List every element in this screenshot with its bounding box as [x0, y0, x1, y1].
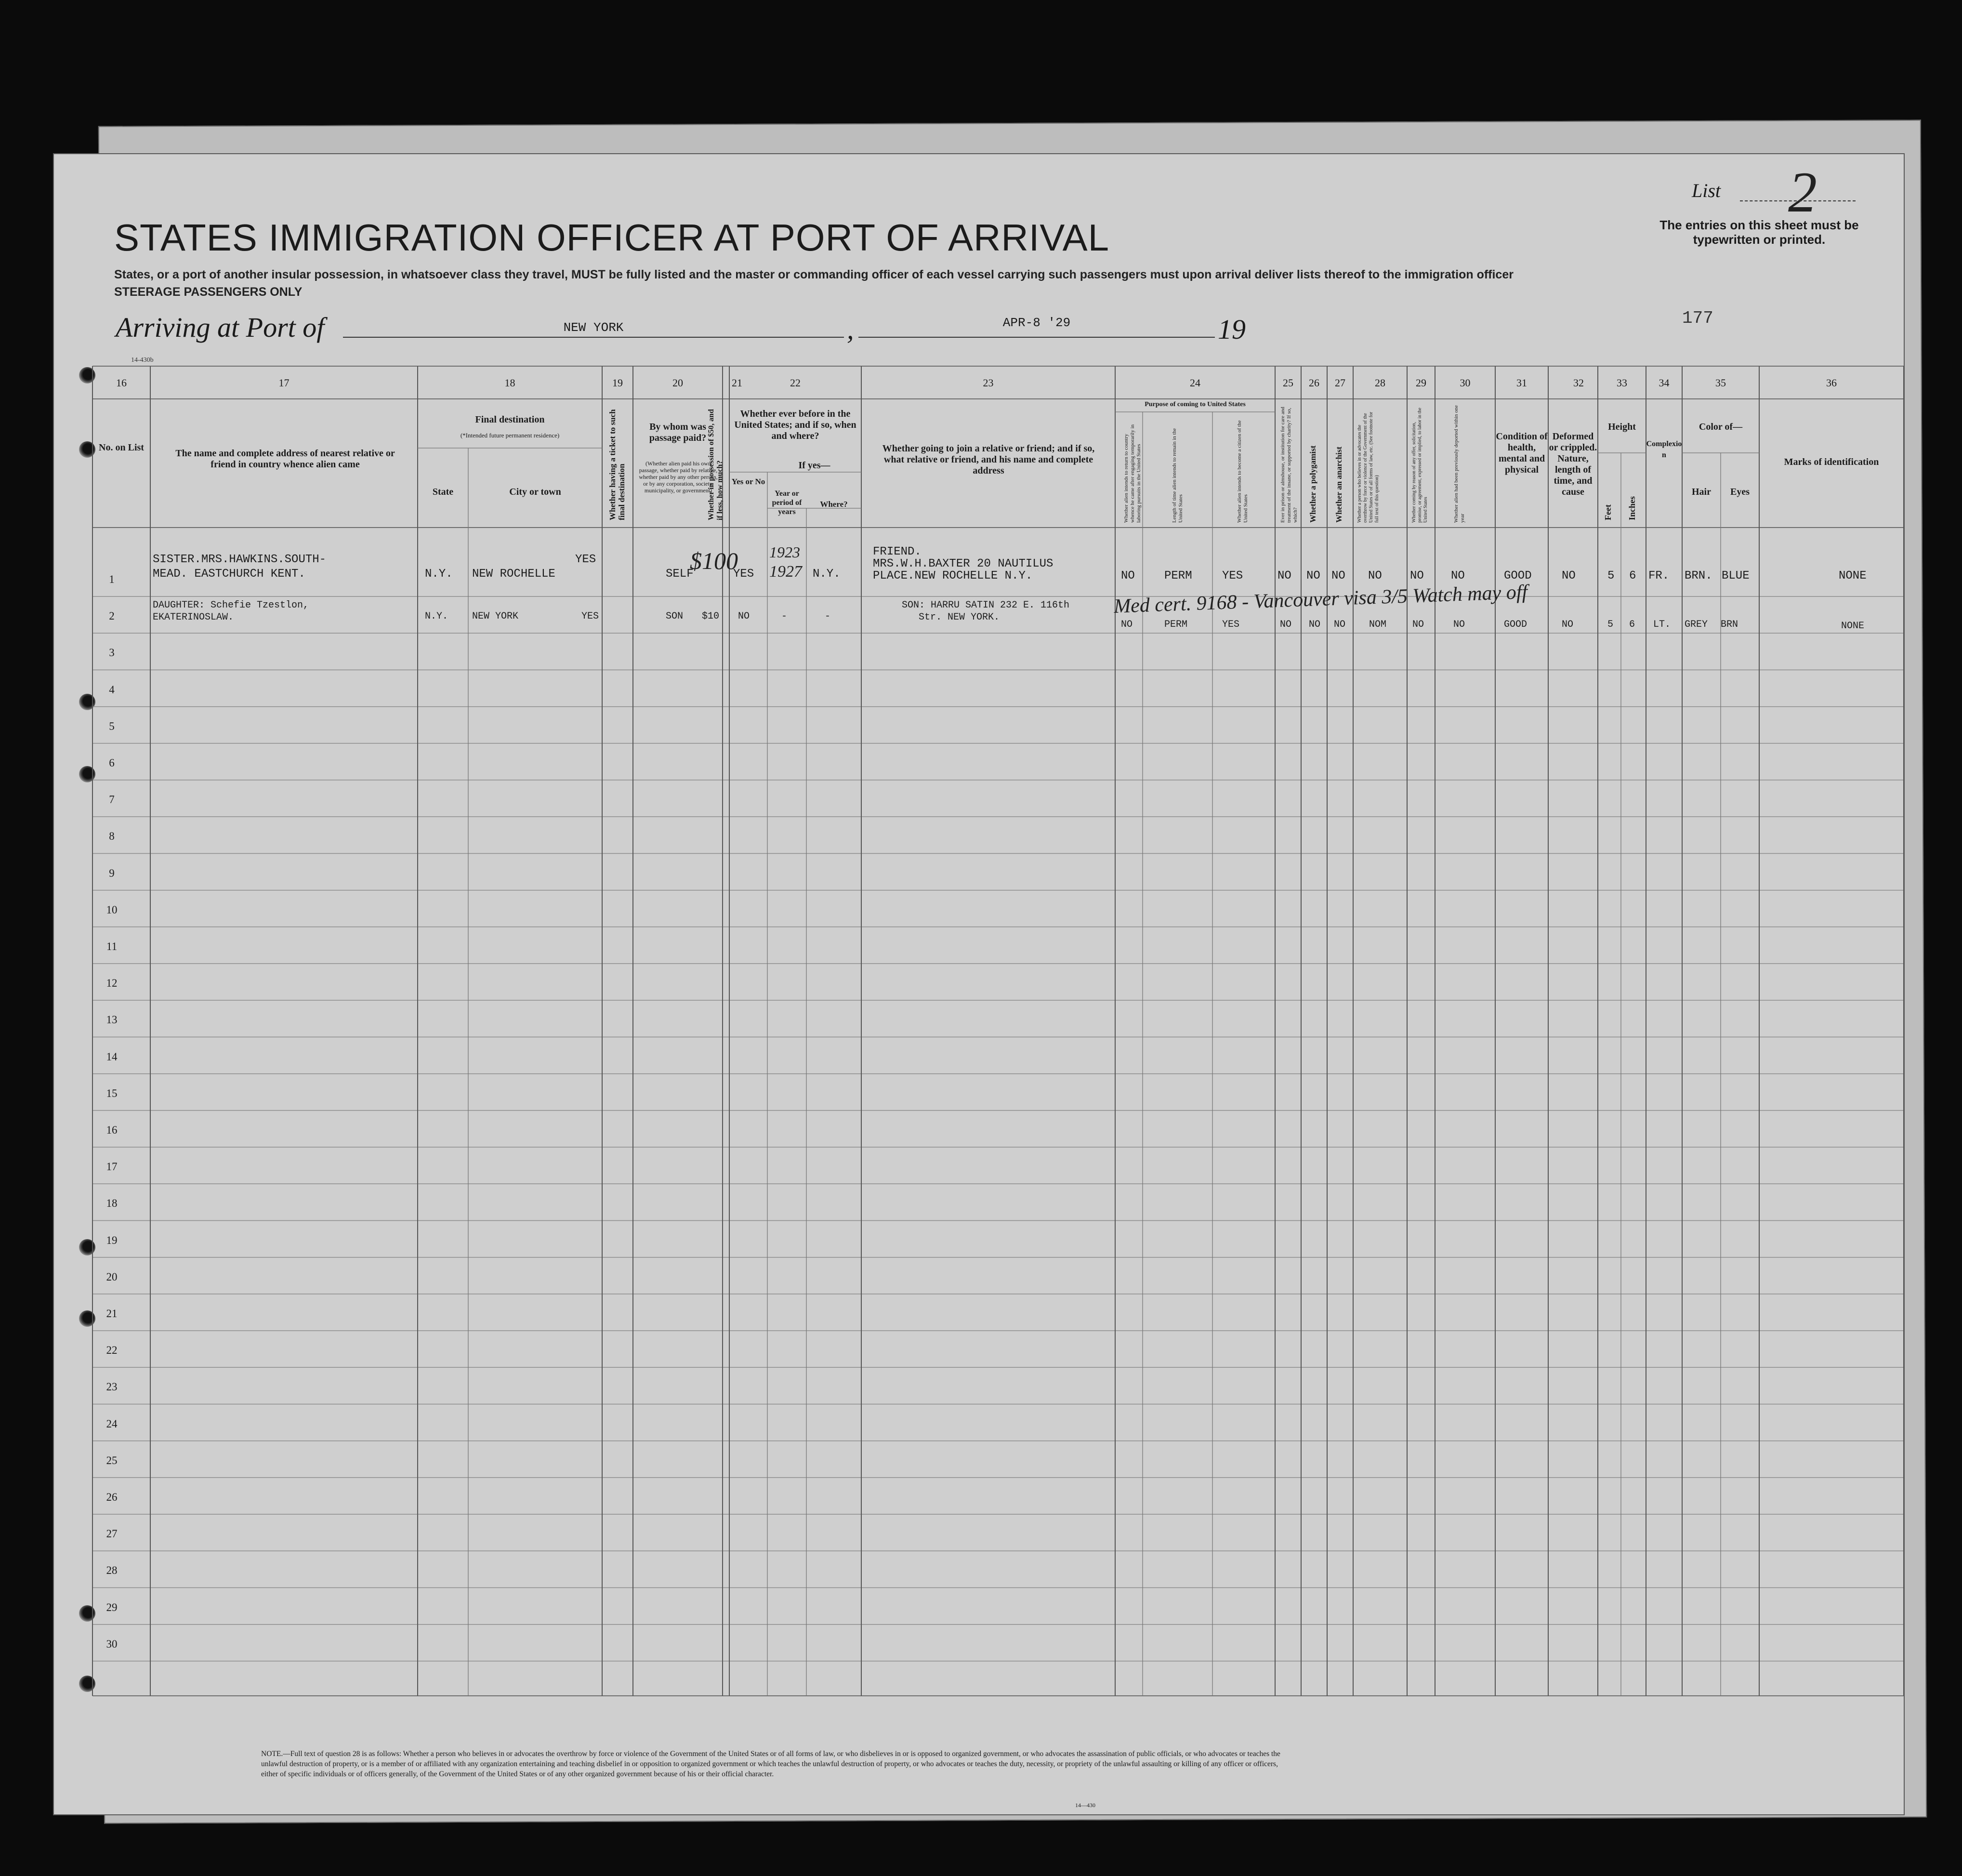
row-number: 3	[109, 647, 115, 659]
header-color: Color of—	[1699, 422, 1743, 432]
header-q28: Whether a person who believes in or advocates the overthrow by force or violence of the Government of the United States or of all forms of law, etc. (See footnote for full text of this question)	[1357, 411, 1380, 523]
form-code-top: 14-430b	[131, 357, 154, 364]
header-prison: Ever in prison or almshouse, or institution for care and treatment of the insane, or supported by charity? If so, which?	[1280, 407, 1298, 523]
port-field: NEW YORK	[343, 320, 844, 338]
q28-answer: NO	[1368, 569, 1382, 582]
column-number: 22	[790, 377, 801, 389]
handwritten-annotation: Med cert. 9168 - Vancouver visa 3/5 Watch may off	[1113, 581, 1528, 618]
header-money: Whether in possession of $50, and if less, how much?	[707, 409, 724, 520]
column-number: 31	[1516, 377, 1527, 389]
form-instructions: States, or a port of another insular possession, in whatsoever class they travel, MUST be fully listed and the master or commanding officer of each vessel carrying such passengers must upon arrival deliver lists thereof to the immigration officer	[114, 268, 1514, 281]
column-number: 33	[1617, 377, 1627, 389]
row-number: 1	[109, 573, 115, 585]
form-code-bottom: 14—430	[1075, 1802, 1095, 1809]
prison-answer: NO	[1277, 569, 1291, 582]
hair-color: GREY	[1685, 619, 1708, 630]
row-number: 23	[106, 1381, 118, 1393]
before-year: -	[781, 611, 788, 622]
header-feet: Feet	[1603, 504, 1613, 520]
paid-by: SON	[666, 611, 684, 622]
height-inches: 6	[1629, 569, 1636, 582]
header-final-destination: Final destination	[475, 414, 545, 425]
relative-address: DAUGHTER: Schefie Tzestlon,	[153, 600, 309, 611]
length-of-stay: PERM	[1164, 619, 1188, 630]
before-in-us: NO	[738, 611, 750, 622]
header-marks: Marks of identification	[1784, 457, 1879, 467]
arrival-date: APR-8 '29	[858, 316, 1215, 338]
eye-color: BLUE	[1722, 569, 1750, 582]
header-eyes: Eyes	[1730, 487, 1750, 497]
row-number: 7	[109, 793, 115, 806]
row-number: 15	[106, 1087, 118, 1099]
return-intent: NO	[1121, 569, 1135, 582]
column-number: 26	[1309, 377, 1319, 389]
complexion: FR.	[1648, 569, 1670, 582]
q28-answer: NOM	[1369, 619, 1387, 630]
column-number: 34	[1659, 377, 1670, 389]
before-in-us: YES	[733, 568, 754, 581]
height-feet: 5	[1607, 619, 1614, 630]
row-number: 30	[106, 1638, 118, 1650]
header-citizen: Whether alien intends to become a citizen of the United States	[1237, 420, 1249, 523]
header-anarchist: Whether an anarchist	[1334, 446, 1343, 523]
header-relative: The name and complete address of nearest relative or friend in country whence alien came	[175, 448, 395, 470]
ticket-value: YES	[575, 553, 596, 566]
arriving-label: Arriving at Port of	[116, 312, 325, 343]
prison-answer: NO	[1280, 619, 1292, 630]
binding-hole	[79, 694, 95, 710]
row-number: 16	[106, 1124, 118, 1136]
column-number: 20	[672, 377, 683, 389]
row-number: 13	[106, 1014, 118, 1026]
column-number: 28	[1375, 377, 1385, 389]
row-number: 28	[106, 1564, 118, 1577]
header-paid-by: By whom was passage paid?	[649, 422, 707, 443]
column-number: 21	[732, 377, 742, 389]
identification-marks: NONE	[1839, 569, 1867, 582]
join-relative: FRIEND.	[873, 545, 922, 558]
destination-city: NEW YORK	[472, 611, 519, 622]
citizen-intent: YES	[1222, 619, 1240, 630]
row-number: 6	[109, 757, 115, 769]
ticket-value: YES	[581, 611, 599, 622]
manifest-sheet: STATES IMMIGRATION OFFICER AT PORT OF ARRIVAL States, or a port of another insular possession, in whatsoever class they travel, MUST be fully listed and the master or commanding officer of each vessel carrying such passengers must upon arrival deliver lists thereof to the immigration officer STEERAGE PASSENGERS ONLY Arriving at Port of NEW YORK , APR-8 '29 19 List 2 The entries on this sheet must be typewritten or printed. 177 14-430b 16 17 18 19 20 21 22 23 24 25 26 27 28 29 30 31 32 33 34 35 36 No. on List The name and complete address of nearest relative or friend in country whence alien came Final destination (*Intended future permanent residence) State City or town Whether having a ticket to such final destination By whom was passage paid? (Whether alien paid his own passage, whether paid by relative, whether paid by any other person, or by any corporation, society, municipality, or government) Whether in possession of $50, and if less, how much? Whether ever before in the United States; and if so, when and where? Yes or No If yes— Year or period of years Where? Whether going to join a relative or friend; and if so, what relative or friend, and his name and complete address Purpose of coming to United States Whether alien intends to return to country whence he came after engaging temporarily in laboring pursuits in the United States Length of time alien intends to remain in the United States Whether alien intends to become a citizen of the United States Ever in prison or almshouse, or institution for care and treatment of the insane, or supported by charity? If so, which? Whether a polygamist Whether an anarchist Whether a person who believes in or advocates the overthrow by force or violence of the Government of the United States or of all forms of law, etc. (See footnote for full text of this question) Whether coming by reason of any offer, solicitation, promise, or agreement, expressed or implied, to labor in the United States Whether alien had been previously deported within one year Condition of health, mental and physical Deformed or crippled. Nature, length of time, and cause Height Feet Inches Complexion Color of— Hair Eyes Marks of identification 1 2 3 4 5 6 7 8 9 10 11 12 13 14 15 16 17 18 19 20 21 22 23 24 25 26 27 28 29 30 SISTER.MRS.HAWKINS.SOUTH- MEAD. EASTCHURCH KENT. N.Y. NEW ROCHELLE YES SELF $100 YES 1923 1927 N.Y. FRIEND. MRS.W.H.BAXTER 20 NAUTILUS PLACE.NEW ROCHELLE N.Y. NO PERM YES NO NO NO NO NO NO GOOD NO 5 6 FR. BRN. BLUE NONE DAUGHTER: Schefie Tzestlon, EKATERINOSLAW. N.Y. NEW YORK YES SON $10 NO - - SON: HARRU SATIN 232 E. 116th Str. NEW YORK. NO PERM YES NO NO NO NOM NO NO GOOD NO 5 6 LT. GREY BRN NONE Med cert. 9168 - Vancouver visa 3/5 Watch may off NOTE.—Full text of question 28 is as follows: Whether a person who believes in or advocates the overthrow by force or violence of the Government of the United States or of all forms of law, or who disbelieves in or is opposed to organized government, or who advocates the assassination of public officials, or who advocates or teaches the unlawful destruction of property, or is a member of or affiliated with any organization entertaining and teaching disbelief in or opposition to organized government or which teaches the unlawful destruction of property, or who advocates or teaches the duty, necessity, or propriety of the unlawful assaulting or killing of any officer or officers, either of specific individuals or of officers generally, of the Government of the United States or of any other organized government because of his or their official character. 14—430	[53, 153, 1905, 1815]
binding-hole	[79, 1676, 95, 1692]
row-number: 20	[106, 1270, 118, 1283]
q29-answer: NO	[1410, 569, 1424, 582]
row-number: 25	[106, 1454, 118, 1466]
join-relative: PLACE.NEW ROCHELLE N.Y.	[873, 569, 1033, 582]
row-number: 5	[109, 720, 115, 732]
money-amount: $100	[690, 547, 738, 574]
relative-address: SISTER.MRS.HAWKINS.SOUTH-	[153, 553, 327, 566]
table-grid	[54, 154, 1904, 1814]
row-number: 11	[106, 940, 118, 952]
header-before-in-us: Whether ever before in the United States; and if so, when and where?	[734, 409, 856, 441]
header-inches: Inches	[1627, 496, 1637, 520]
row-number: 24	[106, 1417, 118, 1430]
header-health: Condition of health, mental and physical	[1496, 431, 1548, 475]
list-number: 2	[1788, 160, 1817, 224]
header-purpose: Purpose of coming to United States	[1145, 401, 1246, 408]
header-final-destination-note: (*Intended future permanent residence)	[460, 432, 560, 439]
row-number: 9	[109, 867, 115, 879]
identification-marks: NONE	[1841, 621, 1865, 632]
header-paid-by-note: (Whether alien paid his own passage, whether paid by relative, whether paid by any other person, or by any corporation, society, municipality, or government)	[639, 460, 718, 494]
relative-address: MEAD. EASTCHURCH KENT.	[153, 568, 305, 581]
paid-by: SELF	[666, 568, 694, 581]
year-annotation: 1923	[769, 543, 800, 561]
header-polygamist: Whether a polygamist	[1308, 445, 1317, 523]
header-hair: Hair	[1692, 487, 1711, 497]
year-prefix: 19	[1218, 314, 1246, 345]
column-number: 36	[1826, 377, 1837, 389]
column-number: 32	[1573, 377, 1584, 389]
row-number: 18	[106, 1197, 118, 1210]
header-deformed: Deformed or crippled. Nature, length of time, and cause	[1549, 431, 1597, 497]
column-number: 16	[116, 377, 127, 389]
before-where: -	[825, 611, 831, 622]
serial-number: 177	[1682, 308, 1713, 328]
destination-state: N.Y.	[425, 568, 453, 581]
deformed-answer: NO	[1562, 569, 1576, 582]
polygamist-answer: NO	[1306, 569, 1320, 582]
header-no-on-list: No. on List	[99, 442, 144, 453]
header-length: Length of time alien intends to remain in the United States	[1172, 428, 1184, 523]
health-condition: GOOD	[1504, 569, 1532, 582]
row-number: 8	[109, 830, 115, 843]
row-number: 17	[106, 1161, 118, 1173]
join-relative: Str. NEW YORK.	[919, 612, 1000, 623]
anarchist-answer: NO	[1334, 619, 1346, 630]
column-number: 35	[1715, 377, 1726, 389]
height-inches: 6	[1629, 619, 1635, 630]
column-number: 18	[504, 377, 515, 389]
header-complexion: Complexion	[1646, 440, 1682, 459]
row-number: 27	[106, 1528, 118, 1540]
deformed-answer: NO	[1562, 619, 1574, 630]
hair-color: BRN.	[1685, 569, 1712, 582]
row-number: 12	[106, 977, 118, 990]
column-number: 19	[612, 377, 623, 389]
row-number: 2	[109, 610, 115, 622]
header-where: Where?	[820, 500, 848, 509]
join-relative: SON: HARRU SATIN 232 E. 116th	[902, 600, 1070, 611]
column-number: 17	[278, 377, 290, 389]
header-city: City or town	[509, 487, 561, 497]
before-year: 1927	[769, 563, 802, 581]
before-where: N.Y.	[813, 568, 841, 581]
length-of-stay: PERM	[1164, 569, 1192, 582]
header-deported: Whether alien had been previously deported within one year	[1453, 405, 1465, 523]
row-number: 10	[106, 903, 118, 916]
entries-note: The entries on this sheet must be typewritten or printed.	[1659, 218, 1859, 247]
steerage-label: STEERAGE PASSENGERS ONLY	[114, 285, 303, 299]
citizen-intent: YES	[1222, 569, 1243, 582]
column-number: 29	[1416, 377, 1426, 389]
row-number: 21	[106, 1308, 118, 1320]
destination-city: NEW ROCHELLE	[472, 568, 555, 581]
q29-answer: NO	[1412, 619, 1424, 630]
header-yes-no: Yes or No	[731, 477, 765, 486]
height-feet: 5	[1607, 569, 1615, 582]
row-number: 14	[106, 1050, 118, 1063]
row-number: 19	[106, 1234, 118, 1246]
header-q29: Whether coming by reason of any offer, solicitation, promise, or agreement, expressed or implied, to labor in the United States	[1411, 408, 1428, 523]
destination-state: N.Y.	[425, 611, 448, 622]
form-title: STATES IMMIGRATION OFFICER AT PORT OF ARRIVAL	[114, 216, 1110, 259]
header-return: Whether alien intends to return to country whence he came after engaging temporarily in laboring pursuits in the United States	[1123, 424, 1142, 523]
eye-color: BRN	[1721, 619, 1738, 630]
relative-address: EKATERINOSLAW.	[153, 612, 234, 623]
column-number: 27	[1335, 377, 1345, 389]
header-ticket: Whether having a ticket to such final destination	[608, 409, 626, 520]
complexion: LT.	[1653, 619, 1671, 630]
row-number: 26	[106, 1491, 118, 1503]
list-label: List	[1692, 180, 1721, 201]
money-amount: $10	[702, 611, 720, 622]
anarchist-answer: NO	[1331, 569, 1345, 582]
header-join-relative: Whether going to join a relative or friend; and if so, what relative or friend, and his name and complete address	[882, 443, 1095, 476]
deported-answer: NO	[1451, 569, 1465, 582]
header-if-yes: If yes—	[798, 460, 830, 471]
footnote: NOTE.—Full text of question 28 is as follows: Whether a person who believes in or advocates the overthrow by force or violence of the Government of the United States or of all forms of law, or who disbelieves in or is opposed to organized government, or who advocates the assassination of public officials, or who advocates or teaches the unlawful destruction of property, or is a member of or affiliated with any organization entertaining and teaching disbelief in or opposition to organized government or which teaches the unlawful destruction of property, or who advocates or teaches the duty, necessity, or propriety of the unlawful assaulting or killing of any officer or officers, either of specific individuals or of officers generally, of the Government of the United States or of any other organized government because of his or their official character.	[261, 1750, 1280, 1778]
column-number: 25	[1283, 377, 1293, 389]
row-number: 22	[106, 1344, 118, 1357]
join-relative: MRS.W.H.BAXTER 20 NAUTILUS	[873, 557, 1053, 570]
polygamist-answer: NO	[1309, 619, 1321, 630]
header-height: Height	[1608, 422, 1636, 432]
return-intent: NO	[1121, 619, 1133, 630]
row-number: 29	[106, 1601, 118, 1613]
row-number: 4	[109, 683, 115, 696]
header-year: Year or period of years	[772, 489, 802, 516]
header-state: State	[432, 487, 454, 497]
column-number: 30	[1460, 377, 1471, 389]
health-condition: GOOD	[1504, 619, 1527, 630]
deported-answer: NO	[1453, 619, 1465, 630]
column-number: 24	[1190, 377, 1200, 389]
column-number: 23	[983, 377, 994, 389]
